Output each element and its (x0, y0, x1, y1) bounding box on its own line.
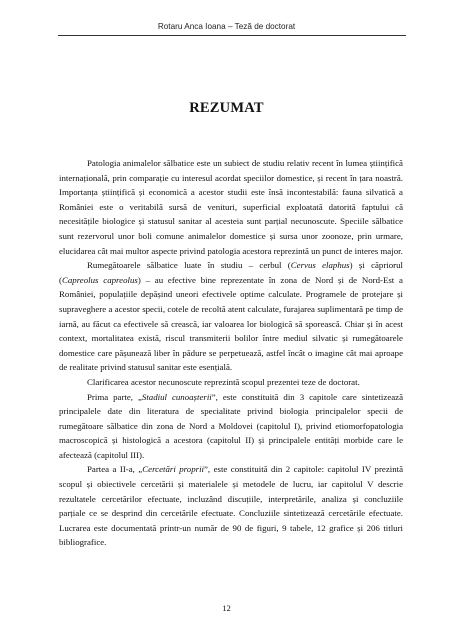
paragraph-text: Partea a II-a, „ (87, 464, 143, 475)
section-title: REZUMAT (189, 100, 264, 116)
paragraph (59, 375, 403, 390)
page-number: 12 (222, 603, 231, 613)
paragraph (59, 462, 403, 550)
italic-text: Cercetări proprii (142, 464, 204, 475)
italic-text: Capreolus capreolus (61, 274, 138, 285)
abstract-body (59, 156, 403, 550)
paragraph-text: ”, este constituită din 3 capitole care sintetizează principalele date din literatura de specialitate privind biologia principalelor specii de rumegătoare sălbatice din zona de Nord a Moldovei (capitolul I), privind etiomorfopatologia macroscopică și histologică a acestora (capitolul II) și principalele entități morbide care le afectează (capitolul III). (59, 391, 404, 460)
paragraph-text: ) și căpriorul ( (59, 260, 403, 285)
paragraph-text: ”, este constituită din 2 capitole: capitolul IV prezintă scopul și obiectivele cercetării și materialele și metodele de lucru, iar capitolul V descrie rezultatele cercetărilor efectuate, incluzând discuțiile, interpretările, analiza și concluziile parțiale ce se desprind din cercetările efectuate. Concluziile sintetizează cercetările efectuate. Lucrarea este documentată printr-un număr de 90 de figuri, 9 tabele, 12 grafice și 206 titluri bibliografice. (59, 464, 404, 548)
paragraph-text: Clarificarea acestor necunoscute reprezintă scopul prezentei teze de doctorat. (87, 376, 360, 387)
paragraph-text: Rumegătoarele sălbatice luate în studiu – cerbul ( (87, 260, 291, 271)
italic-text: Stadiul cunoașterii (141, 391, 212, 402)
paragraph (59, 390, 403, 463)
paragraph (59, 156, 403, 258)
paragraph-text: Patologia animalelor sălbatice este un subiect de studiu relativ recent în lumea științifică internațională, prin comparație cu interesul acordat speciilor domestice, și recent în țara noastră. Importanța științifică și economică a acestor studii este însă incontestabilă: fauna silvatică a României este o veritabilă sursă de venituri, superficial exploatată datorită faptului că necesitățile biologice și statusul sanitar al acesteia sunt parțial necunoscute. Speciile sălbatice sunt rezervorul unor boli comune animalelor domestice și sursa unor zoonoze, prin urmare, elucidarea cât mai multor aspecte privind patologia acestora reprezintă un punct de interes major. (59, 158, 403, 256)
paragraph-text: ) – au efective bine reprezentate în zona de Nord și de Nord-Est a României, populațiile depășind uneori efectivele optime calculate. Programele de protejare și supraveghere a acestor specii, cotele de recoltă atent calculate, furajarea suplimentară pe timp de iarnă, au făcut ca efectivele să crească, iar valoarea lor biologică să sporească. Chiar și în acest context, mortalitatea există, riscul transmiterii bolilor între mediul silvatic și rumegătoarele domestice care pășunează liber în pădure se perpetuează, astfel încât o imagine cât mai aproape de realitate privind statusul sanitar este esențială. (59, 274, 403, 373)
paragraph-text: Prima parte, „ (87, 391, 142, 402)
header-divider (58, 35, 406, 36)
italic-text: Cervus elaphus (290, 260, 350, 271)
running-header: Rotaru Anca Ioana – Teză de doctorat (157, 22, 296, 31)
paragraph (59, 258, 403, 375)
